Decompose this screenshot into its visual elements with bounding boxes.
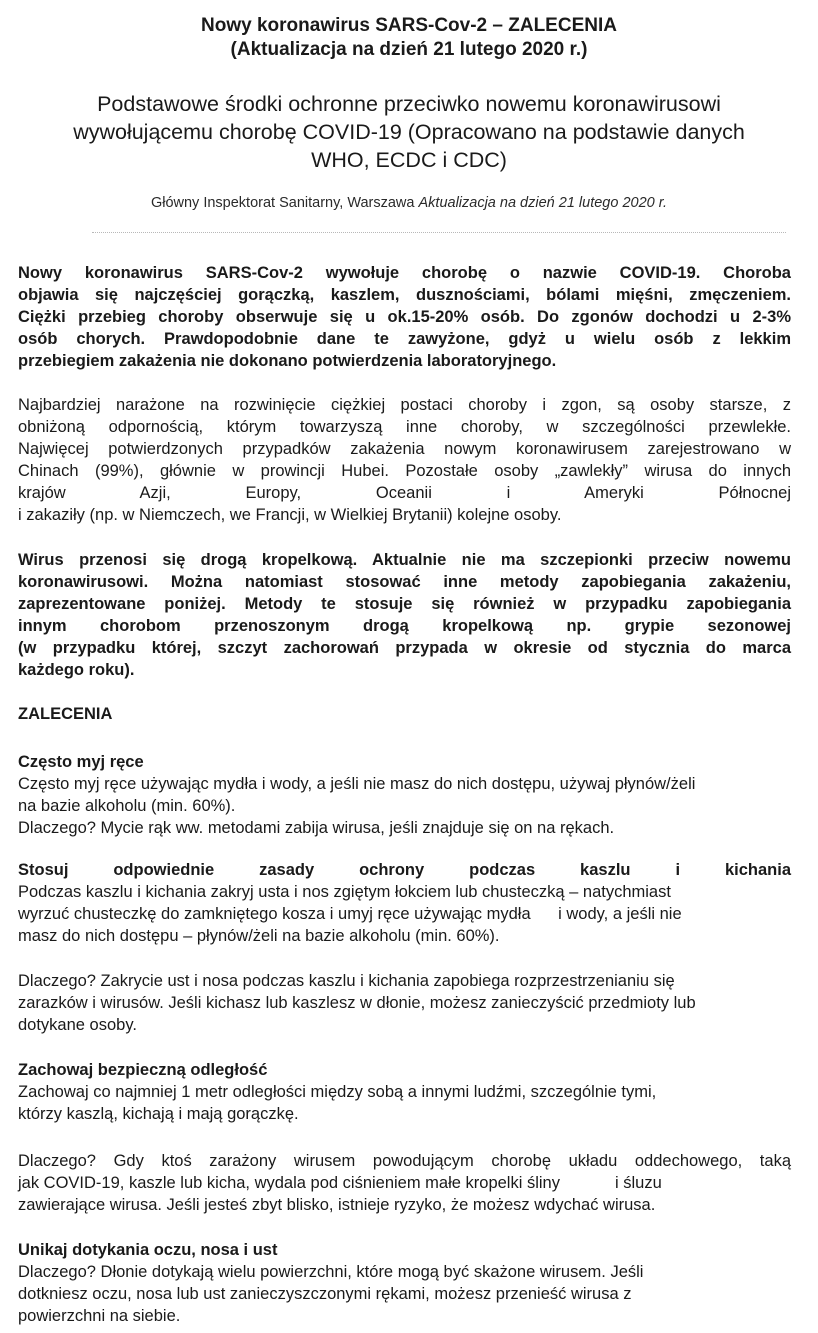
paragraph-line: masz do nich dostępu – płynów/żeli na bazie alkoholu (min. 60%).: [18, 927, 500, 945]
paragraph-line: Najwięcej potwierdzonych przypadków zakażenia nowym koronawirusem zarejestrowano w: [18, 440, 791, 458]
paragraph-line: Nowy koronawirus SARS-Cov-2 wywołuje chorobę o nazwie COVID-19. Choroba: [18, 264, 791, 282]
paragraph-line: Dlaczego? Dłonie dotykają wielu powierzchni, które mogą być skażone wirusem. Jeśli: [18, 1263, 644, 1281]
paragraph-line: zawierające wirusa. Jeśli jesteś zbyt blisko, istnieje ryzyko, że możesz wdychać wirusa.: [18, 1196, 656, 1214]
update-date: Aktualizacja na dzień 21 lutego 2020 r.: [418, 195, 668, 211]
paragraph-line: Często myj ręce używając mydła i wody, a jeśli nie masz do nich dostępu, używaj płynów/żeli: [18, 775, 696, 793]
risk-paragraph: [18, 394, 791, 526]
paragraph-line: zarazków i wirusów. Jeśli kichasz lub kaszlesz w dłonie, możesz zanieczyścić przedmioty lub: [18, 994, 696, 1012]
paragraph-line: Dlaczego? Zakrycie ust i nosa podczas kaszlu i kichania zapobiega rozprzestrzenianiu się: [18, 972, 675, 990]
divider: [92, 232, 786, 233]
paragraph-line: krajów Azji, Europy, Oceanii i Ameryki Północnej: [18, 484, 791, 502]
paragraph-line: wyrzuć chusteczkę do zamkniętego kosza i umyj ręce używając mydła i wody, a jeśli nie: [18, 905, 682, 923]
cough-heading: Stosuj odpowiednie zasady ochrony podczas kaszlu i kichania: [18, 861, 791, 879]
transmission-paragraph: [18, 549, 791, 681]
paragraph-line: Zachowaj co najmniej 1 metr odległości między sobą a innymi ludźmi, szczególnie tymi,: [18, 1083, 657, 1101]
intro-paragraph: [18, 262, 791, 372]
distance-text: [18, 1081, 791, 1125]
paragraph-line: Wirus przenosi się drogą kropelkową. Aktualnie nie ma szczepionki przeciw nowemu: [18, 551, 791, 569]
wash-hands-text: [18, 773, 791, 839]
cough-text: [18, 881, 791, 947]
subtitle-line: wywołującemu chorobę COVID-19 (Opracowano na podstawie danych: [73, 120, 745, 144]
paragraph-line: (w przypadku której, szczyt zachorowań przypada w okresie od stycznia do marca: [18, 639, 791, 657]
distance-heading: Zachowaj bezpieczną odległość: [18, 1061, 268, 1079]
subtitle-line: Podstawowe środki ochronne przeciwko nowemu koronawirusowi: [97, 92, 721, 116]
paragraph-line: osób chorych. Prawdopodobnie dane te zawyżone, gdyż u wielu osób z lekkim: [18, 330, 791, 348]
touch-heading: Unikaj dotykania oczu, nosa i ust: [18, 1241, 278, 1259]
paragraph-line: przebiegiem zakażenia nie dokonano potwierdzenia laboratoryjnego.: [18, 352, 557, 370]
paragraph-line: Chinach (99%), głównie w prowincji Hubei. Pozostałe osoby „zawlekły” wirusa do innych: [18, 462, 791, 480]
paragraph-line: Najbardziej narażone na rozwinięcie ciężkiej postaci choroby i zgon, są osoby starsze, z: [18, 396, 791, 414]
recommendations-heading: ZALECENIA: [18, 705, 113, 723]
document-subtitle: [30, 90, 788, 174]
distance-why-text: [18, 1150, 791, 1216]
subtitle-line: WHO, ECDC i CDC): [311, 148, 507, 172]
paragraph-line: Podczas kaszlu i kichania zakryj usta i nos zgiętym łokciem lub chusteczką – natychmiast: [18, 883, 671, 901]
paragraph-line: innym chorobom przenoszonym drogą kropelkową np. grypie sezonowej: [18, 617, 791, 635]
paragraph-line: jak COVID-19, kaszle lub kicha, wydala pod ciśnieniem małe kropelki śliny i śluzu: [18, 1174, 662, 1192]
paragraph-line: na bazie alkoholu (min. 60%).: [18, 797, 236, 815]
paragraph-line: zaprezentowane poniżej. Metody te stosuje się również w przypadku zapobiegania: [18, 595, 791, 613]
paragraph-line: Dlaczego? Mycie rąk ww. metodami zabija wirusa, jeśli znajduje się on na rękach.: [18, 819, 615, 837]
paragraph-line: Ciężki przebieg choroby obserwuje się u ok.15-20% osób. Do zgonów dochodzi u 2-3%: [18, 308, 791, 326]
paragraph-line: którzy kaszlą, kichają i mają gorączkę.: [18, 1105, 299, 1123]
paragraph-line: powierzchni na siebie.: [18, 1307, 181, 1325]
document-title: [0, 14, 818, 62]
issuer-line: [0, 194, 818, 212]
paragraph-line: Dlaczego? Gdy ktoś zarażony wirusem powodującym chorobę układu oddechowego, taką: [18, 1152, 791, 1170]
issuer-name: Główny Inspektorat Sanitarny, Warszawa: [150, 195, 415, 211]
title-line: Nowy koronawirus SARS-Cov-2 – ZALECENIA: [201, 15, 617, 36]
paragraph-line: obniżoną odpornością, którym towarzyszą inne choroby, w szczególności przewlekłe.: [18, 418, 791, 436]
touch-text: [18, 1261, 791, 1327]
paragraph-line: objawia się najczęściej gorączką, kaszlem, dusznościami, bólami mięśni, zmęczeniem.: [18, 286, 791, 304]
paragraph-line: i zakaziły (np. w Niemczech, we Francji, w Wielkiej Brytanii) kolejne osoby.: [18, 506, 562, 524]
cough-why-text: [18, 970, 791, 1036]
wash-hands-heading: Często myj ręce: [18, 753, 144, 771]
paragraph-line: każdego roku).: [18, 661, 135, 679]
paragraph-line: koronawirusowi. Można natomiast stosować inne metody zapobiegania zakażeniu,: [18, 573, 791, 591]
paragraph-line: dotkniesz oczu, nosa lub ust zanieczyszczonymi rękami, możesz przenieść wirusa z: [18, 1285, 632, 1303]
paragraph-line: dotykane osoby.: [18, 1016, 137, 1034]
title-line: (Aktualizacja na dzień 21 lutego 2020 r.): [230, 39, 588, 60]
